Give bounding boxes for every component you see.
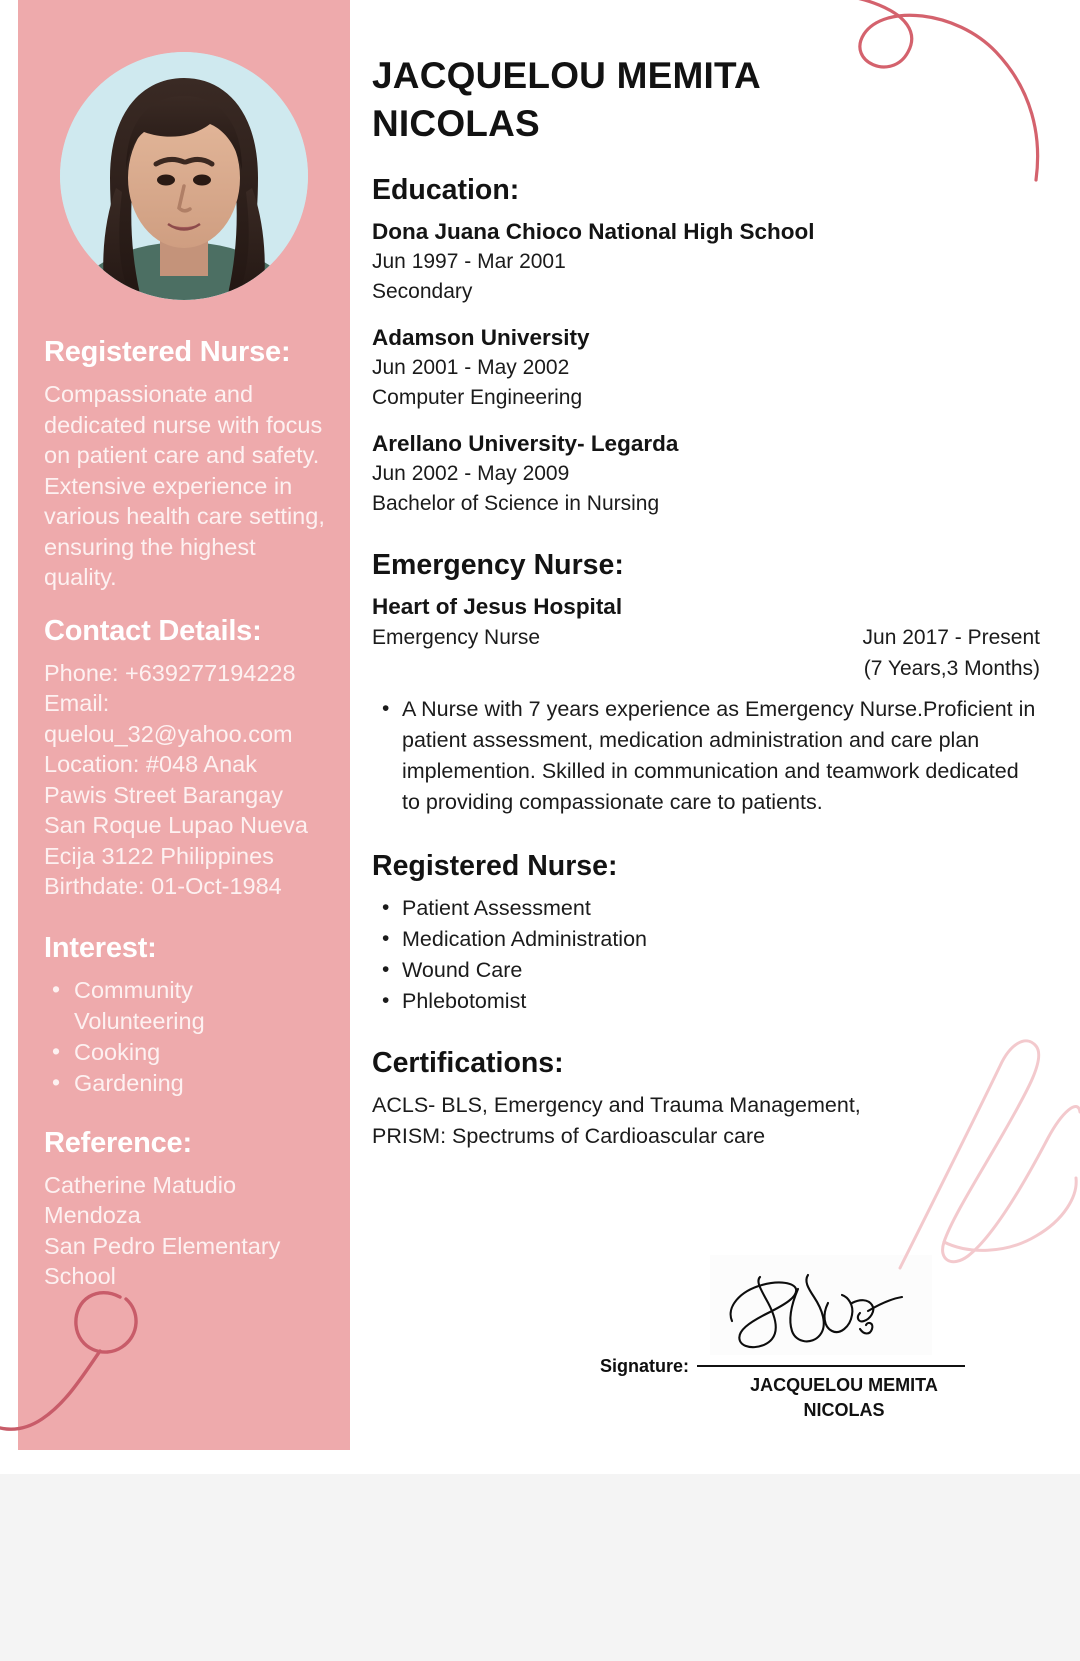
list-item: • Gardening (44, 1068, 326, 1099)
list-item: • Wound Care (372, 955, 1040, 986)
sidebar-interest-heading: Interest: (44, 931, 157, 964)
reference-line: San Pedro Elementary (44, 1232, 281, 1259)
experience-employer: Heart of Jesus Hospital (372, 594, 623, 619)
contact-email: Email: quelou_32@yahoo.com (44, 690, 293, 747)
education-entry (372, 217, 1040, 307)
list-item: • Cooking (44, 1037, 326, 1068)
education-entry (372, 429, 1040, 519)
education-heading: Education: (372, 174, 520, 206)
list-item: • Medication Administration (372, 924, 1040, 955)
experience-duration: (7 Years,3 Months) (863, 657, 1040, 680)
experience-dates-block (863, 622, 1040, 684)
experience-dates: Jun 2017 - Present (862, 626, 1040, 649)
list-item: • Community Volunteering (44, 975, 326, 1037)
sidebar-summary: Compassionate and dedicated nurse with focus on patient care and safety. Extensive experience in various health care setting, ensuring the highest quality. (44, 381, 325, 590)
education-dates: Jun 1997 - Mar 2001 (372, 250, 566, 273)
contact-birthdate: Birthdate: 01-Oct-1984 (44, 873, 282, 899)
avatar (60, 52, 308, 300)
reference-line: Catherine Matudio (44, 1171, 237, 1198)
education-dates: Jun 2002 - May 2009 (372, 462, 570, 485)
list-item: • Phlebotomist (372, 986, 1040, 1017)
sidebar-contact-heading: Contact Details: (44, 614, 262, 647)
signature-label: Signature: (600, 1356, 690, 1376)
list-item: • Patient Assessment (372, 893, 1040, 924)
signature-name-line1: JACQUELOU MEMITA (750, 1375, 938, 1395)
contact-location: Location: #048 Anak Pawis Street Barangay San Roque Lupao Nueva Ecija 3122 Philippines (44, 751, 308, 869)
contact-phone: Phone: +639277194228 (44, 659, 296, 686)
handwritten-signature-icon (710, 1255, 932, 1355)
certifications-heading: Certifications: (372, 1047, 564, 1079)
interest-list (44, 975, 326, 1099)
page-title: JACQUELOU MEMITA NICOLAS (372, 55, 760, 144)
list-item: • A Nurse with 7 years experience as Emergency Nurse.Proficient in patient assessment, medication administration and care plan implemention. Skilled in communication and teamwork dedicated to providing compassionate care to patients. (372, 694, 1040, 818)
skills-list (372, 893, 1040, 1017)
education-dates: Jun 2001 - May 2002 (372, 356, 570, 379)
sidebar-role-heading: Registered Nurse: (44, 336, 291, 368)
signature-image (710, 1255, 932, 1355)
experience-position: Emergency Nurse (372, 626, 541, 649)
skills-heading: Registered Nurse: (372, 850, 618, 882)
sidebar (18, 0, 350, 1450)
sidebar-reference-heading: Reference: (44, 1126, 192, 1159)
education-entry (372, 323, 1040, 413)
education-school: Adamson University (372, 325, 590, 350)
signature-name (710, 1373, 978, 1423)
signature-rule (697, 1365, 965, 1367)
experience-bullets (372, 694, 1040, 818)
experience-position-row (372, 622, 1040, 684)
signature-name-line2: NICOLAS (803, 1400, 885, 1420)
certification-line: PRISM: Spectrums of Cardioascular care (372, 1124, 766, 1148)
education-school: Arellano University- Legarda (372, 431, 679, 456)
education-detail: Secondary (372, 280, 473, 303)
education-detail: Bachelor of Science in Nursing (372, 492, 660, 515)
experience-entry (372, 592, 1040, 818)
page-background-below (0, 1450, 1080, 1661)
education-detail: Computer Engineering (372, 386, 583, 409)
main-content (350, 0, 1080, 1450)
reference-line: School (44, 1263, 116, 1289)
profile-photo-icon (60, 52, 308, 300)
education-school: Dona Juana Chioco National High School (372, 219, 815, 244)
certification-line: ACLS- BLS, Emergency and Trauma Management, (372, 1093, 861, 1117)
experience-heading: Emergency Nurse: (372, 549, 624, 581)
reference-line: Mendoza (44, 1202, 141, 1228)
page-edge-strip (0, 1450, 1080, 1474)
